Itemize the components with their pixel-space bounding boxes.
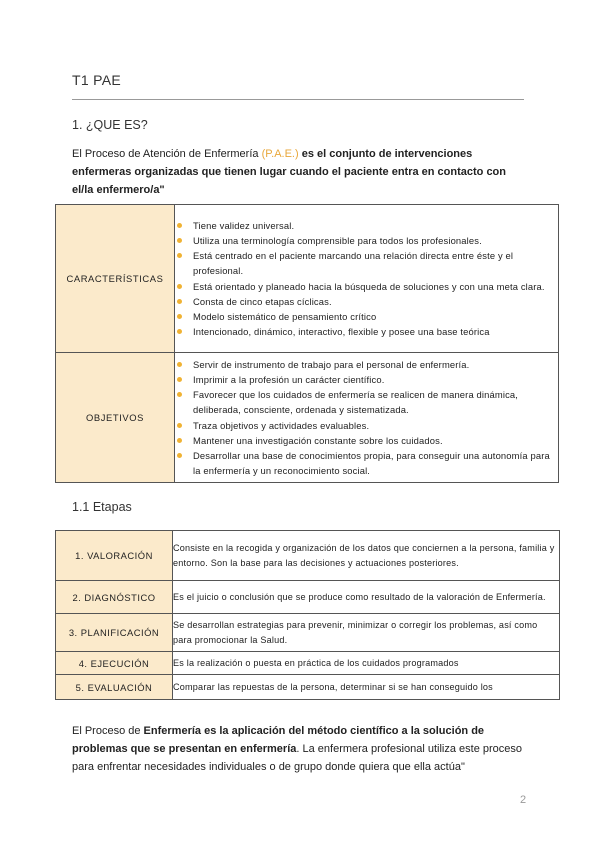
bullet-dot-icon	[177, 299, 182, 304]
intro-paragraph	[72, 145, 532, 199]
bullet-text: Está centrado en el paciente marcando una relación directa entre éste y el profesional.	[193, 250, 514, 277]
pae-characteristics-table	[55, 204, 559, 483]
bullet-text: Favorecer que los cuidados de enfermería se realicen de manera dinámica, deliberada, consciente, ordenada y sistematizada.	[193, 389, 519, 416]
characteristics-table-body	[56, 205, 559, 483]
intro-line-1	[72, 145, 532, 163]
bullet-text: Está orientado y planeado hacia la búsqueda de soluciones y con una meta clara.	[193, 280, 545, 292]
bullet-dot-icon	[177, 329, 182, 334]
bullet-dot-icon	[177, 453, 182, 458]
bullet-text: Intencionado, dinámico, interactivo, flexible y posee una base teórica	[193, 326, 490, 338]
table1-row-label: CARACTERÍSTICAS	[56, 205, 175, 353]
closing-line-1: El Proceso de Enfermería es la aplicación del método científico a la solución de	[72, 725, 485, 737]
bullet-dot-icon	[177, 223, 182, 228]
intro-bold-1: es el conjunto de intervenciones	[298, 148, 473, 160]
table1-row-items	[175, 205, 559, 353]
intro-line-2: enfermeras organizadas que tienen lugar cuando el paciente entra en contacto con	[72, 166, 507, 178]
table1-row-label: OBJETIVOS	[56, 353, 175, 483]
bullet-dot-icon	[177, 377, 182, 382]
stage-label: 4. EJECUCIÓN	[56, 652, 173, 675]
stage-label: 2. DIAGNÓSTICO	[56, 581, 173, 614]
bullet-text: Servir de instrumento de trabajo para el personal de enfermería.	[193, 358, 470, 370]
bullet-item	[175, 218, 558, 233]
closing-line-3: para enfrentar necesidades individuales o de grupo donde quiera que ella actúa"	[72, 761, 465, 773]
stage-description: Es la realización o puesta en práctica de los cuidados programados	[173, 652, 560, 675]
bullet-dot-icon	[177, 238, 182, 243]
bullet-text: Consta de cinco etapas cíclicas.	[193, 295, 332, 307]
bullet-item	[175, 372, 558, 387]
stage-description: Consiste en la recogida y organización de los datos que conciernen a la persona, familia y entorno. Son la base para las decisiones y actuaciones posteriores.	[173, 531, 560, 581]
bullet-item	[175, 324, 558, 339]
closing-paragraph	[72, 722, 542, 776]
stages-table	[55, 530, 560, 700]
bullet-item	[175, 357, 558, 372]
bullet-text: Mantener una investigación constante sobre los cuidados.	[193, 434, 443, 446]
stage-row	[56, 675, 560, 700]
pae-acronym: (P.A.E.)	[261, 148, 299, 160]
bullet-dot-icon	[177, 253, 182, 258]
closing-line-2: problemas que se presentan en enfermería. La enfermera profesional utiliza este proceso	[72, 743, 522, 755]
intro-line-3: el/la enfermero/a"	[72, 184, 165, 196]
bullet-item	[175, 294, 558, 309]
stages-table-body	[56, 531, 560, 700]
bullet-list	[175, 218, 558, 340]
bullet-dot-icon	[177, 423, 182, 428]
stage-label: 1. VALORACIÓN	[56, 531, 173, 581]
bullet-dot-icon	[177, 392, 182, 397]
bullet-text: Tiene validez universal.	[193, 219, 295, 231]
bullet-text: Traza objetivos y actividades evaluables.	[193, 419, 370, 431]
bullet-text: Utiliza una terminología comprensible para todos los profesionales.	[193, 234, 482, 246]
stage-row	[56, 652, 560, 675]
stage-row	[56, 614, 560, 652]
bullet-item	[175, 418, 558, 433]
bullet-item	[175, 309, 558, 324]
bullet-list	[175, 357, 558, 479]
stage-description: Se desarrollan estrategias para prevenir, minimizar o corregir los problemas, así como para promocionar la Salud.	[173, 614, 560, 652]
bullet-text: Imprimir a la profesión un carácter científico.	[193, 373, 385, 385]
bullet-dot-icon	[177, 284, 182, 289]
section-heading-etapas: 1.1 Etapas	[72, 500, 132, 514]
bullet-item	[175, 387, 558, 417]
stage-description: Es el juicio o conclusión que se produce como resultado de la valoración de Enfermería.	[173, 581, 560, 614]
bullet-item	[175, 279, 558, 294]
stage-label: 5. EVALUACIÓN	[56, 675, 173, 700]
bullet-text: Modelo sistemático de pensamiento crítico	[193, 310, 377, 322]
table1-row-items	[175, 353, 559, 483]
bullet-item	[175, 433, 558, 448]
intro-prefix: El Proceso de Atención de Enfermería	[72, 148, 262, 160]
bullet-dot-icon	[177, 438, 182, 443]
bullet-item	[175, 248, 558, 278]
stage-row	[56, 531, 560, 581]
title-divider	[72, 99, 524, 100]
stage-label: 3. PLANIFICACIÓN	[56, 614, 173, 652]
table1-row	[56, 353, 559, 483]
bullet-item	[175, 448, 558, 478]
bullet-dot-icon	[177, 362, 182, 367]
stage-description: Comparar las repuestas de la persona, determinar si se han conseguido los	[173, 675, 560, 700]
bullet-item	[175, 233, 558, 248]
stage-row	[56, 581, 560, 614]
section-heading-que-es: 1. ¿QUE ES?	[72, 118, 148, 132]
bullet-dot-icon	[177, 314, 182, 319]
page-title: T1 PAE	[72, 72, 122, 88]
page-number: 2	[520, 794, 527, 806]
bullet-text: Desarrollar una base de conocimientos propia, para conseguir una autonomía para la enfermería y un reconocimiento social.	[193, 449, 550, 477]
table1-row	[56, 205, 559, 353]
